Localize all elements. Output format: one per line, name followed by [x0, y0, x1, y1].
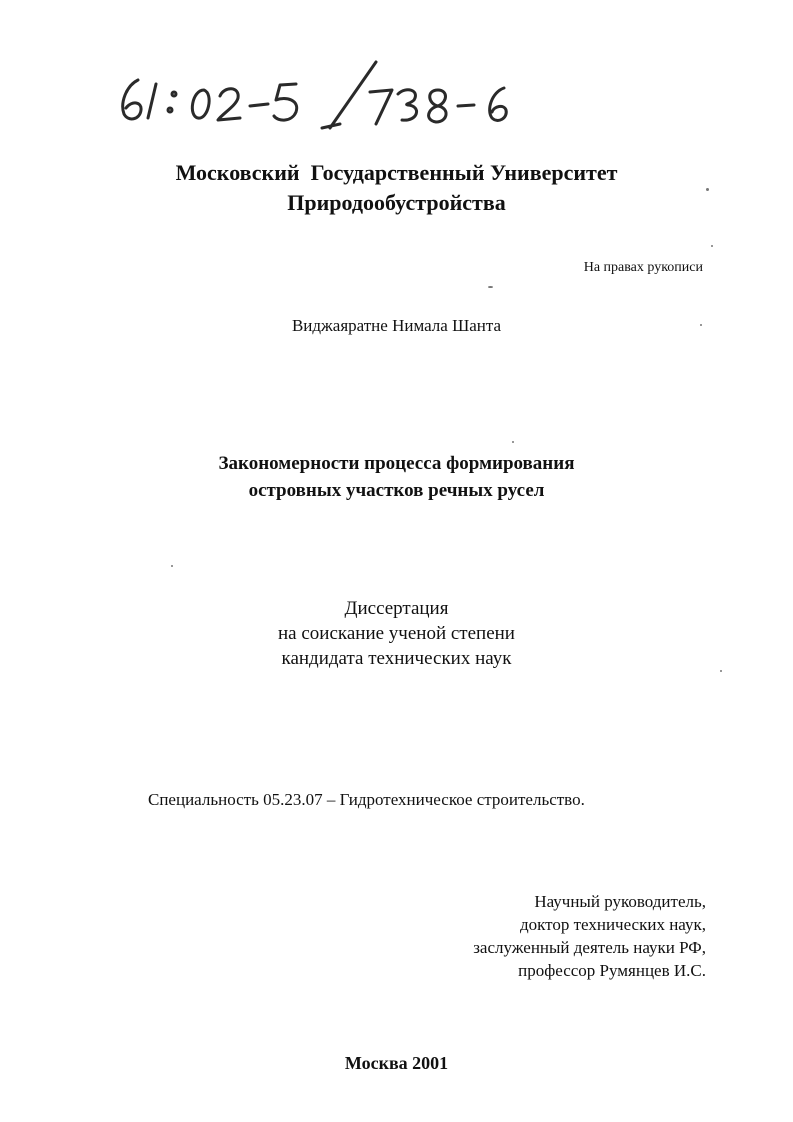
author-name: Виджаяратне Нимала Шанта	[291, 316, 502, 335]
city-year: Москва 2001	[344, 1053, 449, 1073]
dissertation-title	[0, 450, 793, 504]
rights-note: На правах рукописи	[583, 260, 703, 275]
title-line-2: островных участков речных русел	[248, 480, 545, 501]
scan-speck	[512, 441, 514, 443]
scan-speck	[706, 188, 709, 191]
degree-line-1: Диссертация	[344, 598, 449, 619]
specialty: Специальность 05.23.07 – Гидротехническое строительство.	[148, 790, 585, 809]
university-name	[0, 158, 793, 218]
degree-line-3: кандидата технических наук	[281, 648, 512, 669]
scan-speck	[700, 324, 702, 326]
advisor-line-4: профессор Румянцев И.С.	[518, 961, 706, 980]
scan-speck	[488, 286, 493, 288]
scan-speck	[171, 565, 173, 567]
handwritten-archive-number	[108, 58, 528, 140]
degree-statement	[0, 596, 793, 671]
title-line-1: Закономерности процесса формирования	[218, 453, 575, 474]
scan-speck	[720, 670, 722, 672]
scan-speck	[711, 245, 713, 247]
advisor-line-2: доктор технических наук,	[519, 915, 706, 934]
advisor-line-3: заслуженный деятель науки РФ,	[473, 938, 706, 957]
scientific-advisor	[473, 890, 706, 982]
university-line-1: Московский Государственный Университет	[175, 160, 618, 185]
university-line-2: Природообустройства	[287, 190, 506, 215]
advisor-line-1: Научный руководитель,	[534, 892, 706, 911]
degree-line-2: на соискание ученой степени	[278, 623, 515, 644]
